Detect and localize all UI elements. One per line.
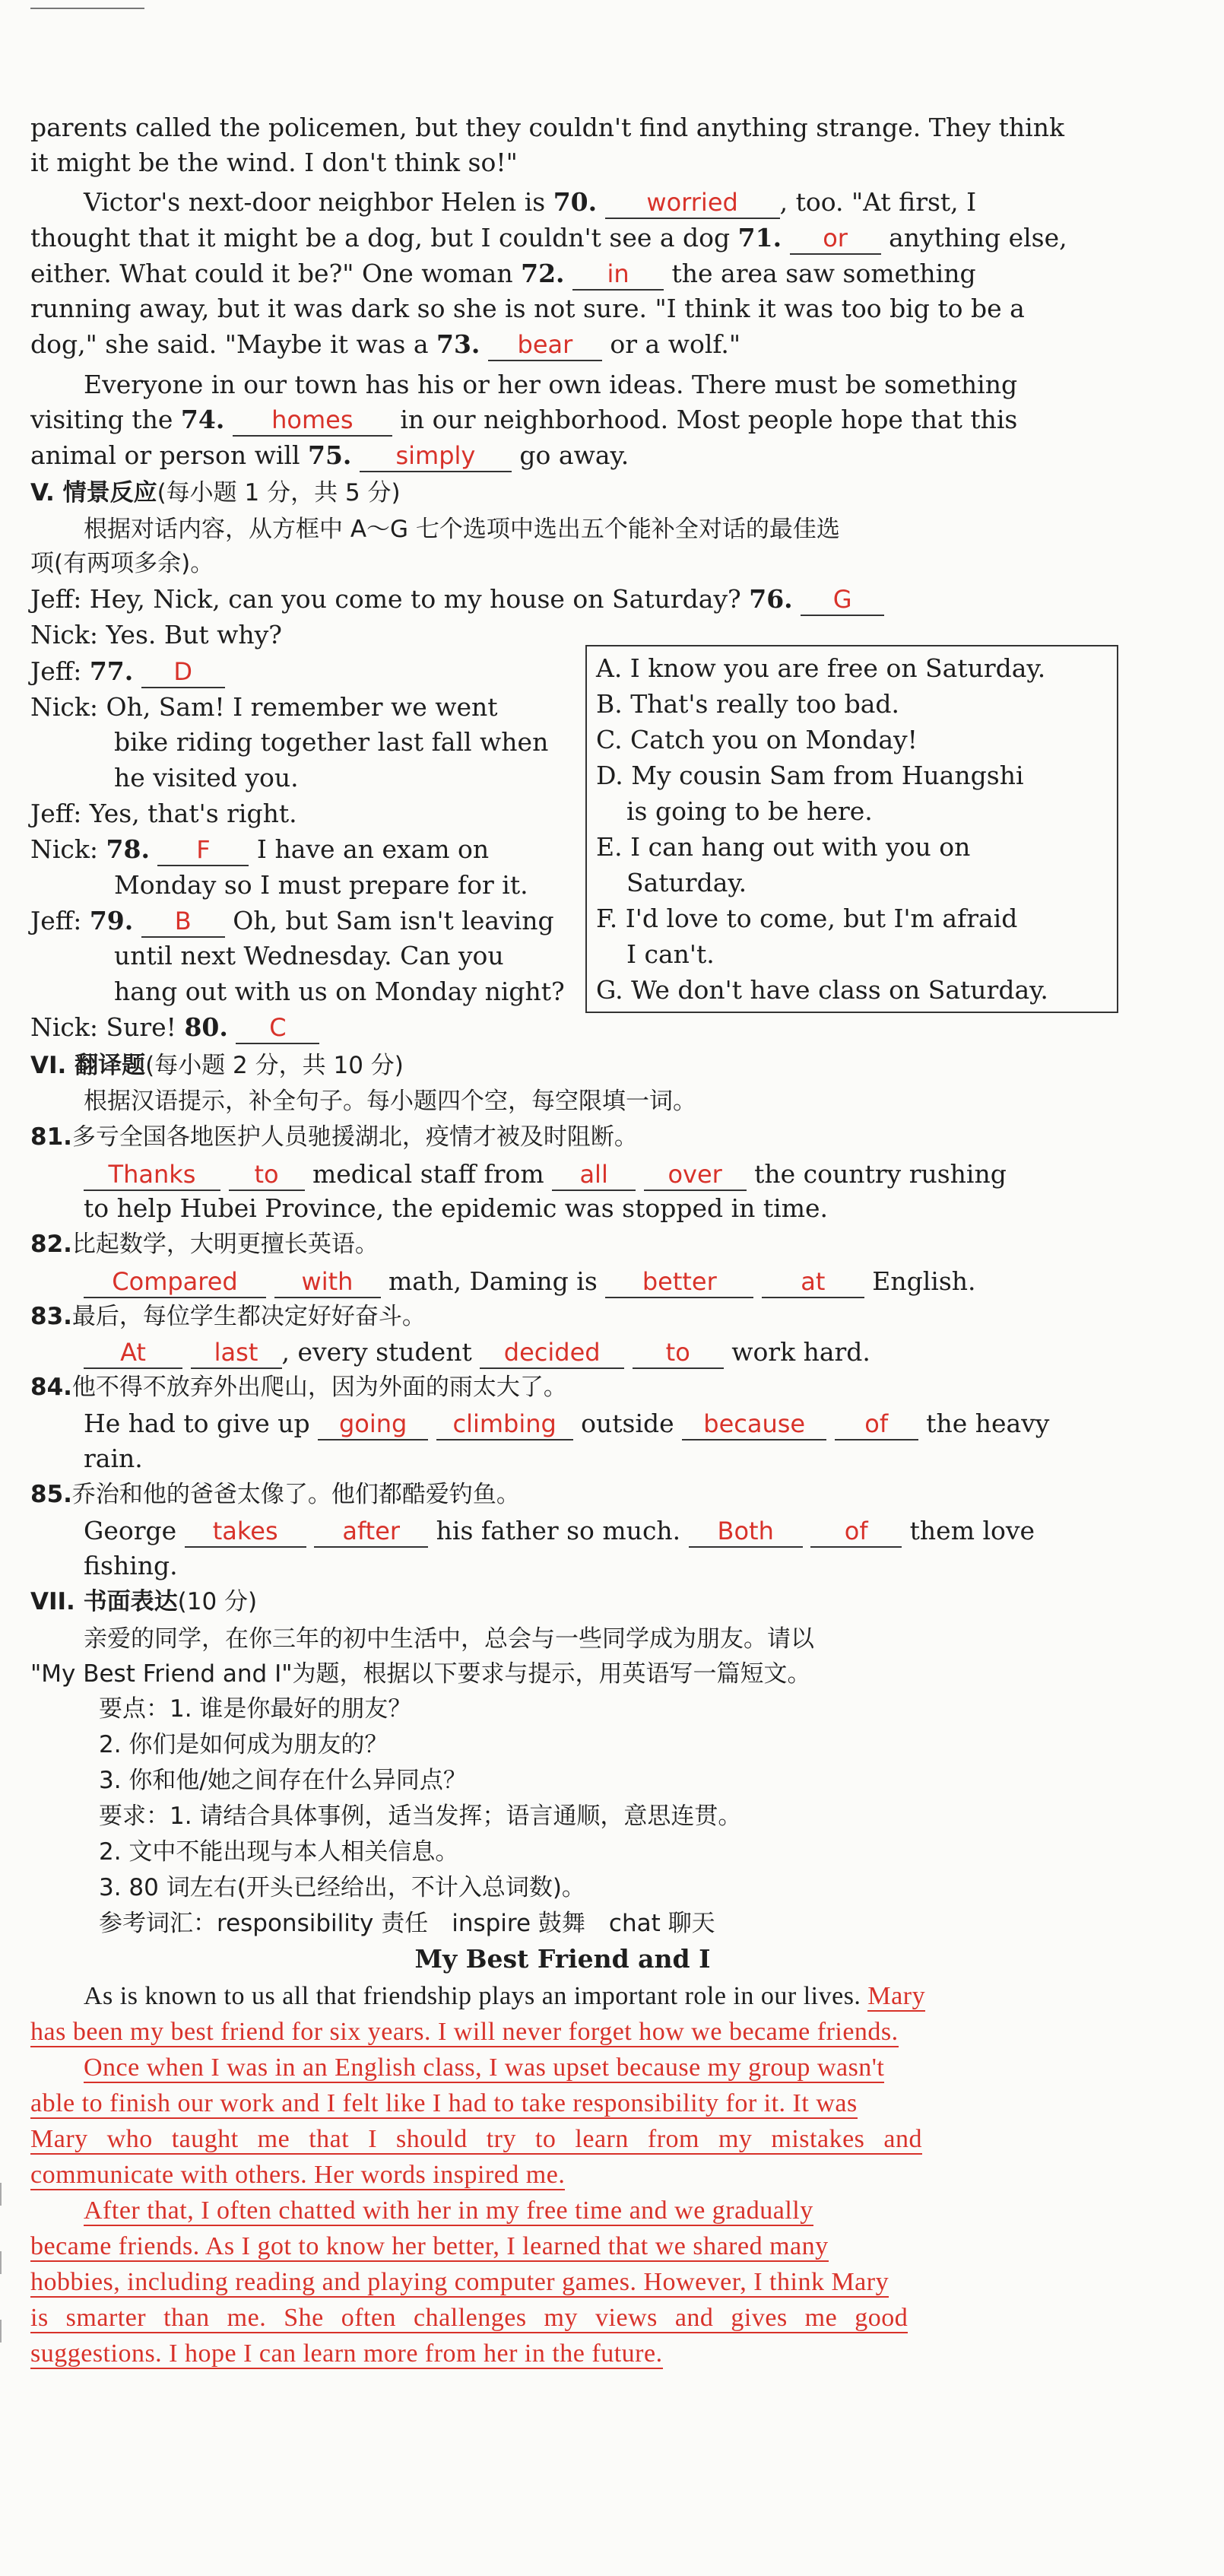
text: Victor's next-door neighbor Helen is xyxy=(84,187,553,217)
essay-line xyxy=(30,2193,813,2228)
passage-line xyxy=(30,438,629,473)
text: anything else, xyxy=(880,223,1067,253)
chinese-prompt: 多亏全国各地医护人员驰援湖北，疫情才被及时阻断。 xyxy=(71,1123,638,1151)
answer-85-2: after xyxy=(314,1516,428,1548)
text: them love xyxy=(902,1516,1035,1545)
answer-84-1: going xyxy=(318,1409,428,1440)
dialogue-line: Monday so I must prepare for it. xyxy=(114,870,528,900)
answer-74: homes xyxy=(233,405,392,437)
text: medical staff from xyxy=(304,1159,553,1189)
text: visiting the xyxy=(30,405,181,434)
question-number: 81. xyxy=(30,1123,72,1151)
text: the country rushing xyxy=(746,1159,1007,1189)
answer-83-2: last xyxy=(191,1337,282,1369)
option-c: C. Catch you on Monday! xyxy=(596,725,918,754)
essay-line xyxy=(30,2015,899,2050)
answer-72: in xyxy=(572,259,664,291)
essay-opening: As is known to us all that friendship plays an important role in our lives. xyxy=(84,1982,868,2010)
option-d: D. My cousin Sam from Huangshi xyxy=(596,761,1024,790)
option-f-cont: I can't. xyxy=(626,939,715,969)
chinese-prompt: 比起数学，大明更擅长英语。 xyxy=(71,1231,379,1258)
answer-77: D xyxy=(141,656,225,688)
answer-70: worried xyxy=(605,187,780,219)
answer-80: C xyxy=(236,1012,319,1044)
answer-81-1: Thanks xyxy=(84,1159,220,1191)
question-82-prompt xyxy=(30,1227,379,1262)
essay-line xyxy=(30,2301,908,2336)
question-number: 78. xyxy=(106,834,150,864)
text: Nick: Sure! xyxy=(30,1012,185,1042)
chinese-prompt: 他不得不放弃外出爬山，因为外面的雨太大了。 xyxy=(71,1374,567,1401)
passage-line xyxy=(30,327,740,362)
essay-title: My Best Friend and I xyxy=(414,1944,711,1974)
dialogue-line xyxy=(30,904,554,939)
answer-82-4: at xyxy=(762,1266,864,1298)
dialogue-line: bike riding together last fall when xyxy=(114,727,549,757)
instruction-line: 项(有两项多余)。 xyxy=(30,550,214,577)
essay-answer: communicate with others. Her words inspired me. xyxy=(30,2161,566,2189)
question-83-sentence xyxy=(84,1335,870,1370)
essay-answer: Mary who taught me that I should try to learn from my mistakes and xyxy=(30,2125,922,2153)
essay-answer: became friends. As I got to know her better, I learned that we shared many xyxy=(30,2232,829,2260)
answer-78: F xyxy=(157,834,249,866)
text: his father so much. xyxy=(428,1516,689,1545)
text: or a wolf." xyxy=(601,329,741,359)
question-number: 79. xyxy=(89,906,134,935)
question-85-sentence-cont: fishing. xyxy=(84,1551,178,1580)
answer-82-3: better xyxy=(605,1266,753,1298)
question-number: 84. xyxy=(30,1374,72,1401)
option-a: A. I know you are free on Saturday. xyxy=(596,653,1046,683)
text: , every student xyxy=(281,1337,480,1367)
question-83-prompt xyxy=(30,1299,426,1334)
answer-73: bear xyxy=(488,329,602,361)
essay-answer: suggestions. I hope I can learn more from her in the future. xyxy=(30,2339,663,2368)
requirement-1: 要求：1. 请结合具体事例，适当发挥；语言通顺，意思连贯。 xyxy=(99,1803,742,1830)
key-point-3: 3. 你和他/她之间存在什么异同点？ xyxy=(99,1767,467,1794)
question-number: 71. xyxy=(737,223,782,253)
text: either. What could it be?" One woman xyxy=(30,259,522,288)
dialogue-line xyxy=(30,1010,319,1045)
passage-line: parents called the policemen, but they couldn't find anything strange. They think xyxy=(30,113,1064,142)
question-number: 83. xyxy=(30,1303,72,1330)
essay-answer: Once when I was in an English class, I was upset because my group wasn't xyxy=(84,2053,885,2082)
text: He had to give up xyxy=(84,1409,319,1438)
passage-line xyxy=(30,256,976,291)
dialogue-line: he visited you. xyxy=(114,763,299,792)
essay-line xyxy=(30,2122,922,2157)
text: dog," she said. "Maybe it was a xyxy=(30,329,436,359)
answer-84-3: because xyxy=(682,1409,826,1440)
text: go away. xyxy=(511,440,629,470)
section-7-heading xyxy=(30,1584,257,1619)
text: George xyxy=(84,1516,185,1545)
essay-answer: After that, I often chatted with her in my free time and we gradually xyxy=(84,2196,813,2225)
option-b: B. That's really too bad. xyxy=(596,689,900,719)
chinese-prompt: 乔治和他的爸爸太像了。他们都酷爱钓鱼。 xyxy=(71,1481,520,1508)
option-g: G. We don't have class on Saturday. xyxy=(596,975,1048,1005)
instruction-line: 根据对话内容，从方框中 A～G 七个选项中选出五个能补全对话的最佳选 xyxy=(84,516,840,543)
passage-line: running away, but it was dark so she is not sure. "I think it was too big to be a xyxy=(30,294,1025,323)
passage-line xyxy=(30,185,976,220)
dialogue-line: hang out with us on Monday night? xyxy=(114,977,565,1006)
answer-81-2: to xyxy=(229,1159,305,1191)
key-point-2: 2. 你们是如何成为朋友的？ xyxy=(99,1731,388,1758)
question-number: 82. xyxy=(30,1231,72,1258)
essay-line xyxy=(30,2050,884,2085)
dialogue-line: until next Wednesday. Can you xyxy=(114,941,504,970)
answer-76: G xyxy=(801,584,884,616)
passage-line xyxy=(30,221,1067,256)
question-number: 70. xyxy=(553,187,598,217)
question-number: 80. xyxy=(184,1012,228,1042)
answer-81-4: over xyxy=(644,1159,747,1191)
answer-85-4: of xyxy=(810,1516,902,1548)
question-number: 76. xyxy=(749,584,793,614)
text: in our neighborhood. Most people hope that this xyxy=(392,405,1018,434)
passage-line: it might be the wind. I don't think so!" xyxy=(30,148,518,177)
essay-answer: has been my best friend for six years. I will never forget how we became friends. xyxy=(30,2018,899,2046)
question-number: 75. xyxy=(308,440,352,470)
text: animal or person will xyxy=(30,440,308,470)
section-5-heading xyxy=(30,475,401,510)
option-e-cont: Saturday. xyxy=(626,868,747,897)
answer-84-4: of xyxy=(835,1409,918,1440)
essay-line xyxy=(30,2265,889,2300)
binding-mark xyxy=(0,2183,6,2206)
essay-line xyxy=(30,2229,829,2264)
heading-text: V. 情景反应 xyxy=(30,479,157,507)
question-84-sentence-cont: rain. xyxy=(84,1444,143,1473)
question-81-sentence xyxy=(84,1157,1007,1192)
passage-line: Everyone in our town has his or her own ideas. There must be something xyxy=(84,370,1018,399)
instruction-line: 根据汉语提示，补全句子。每小题四个空，每空限填一词。 xyxy=(84,1088,696,1115)
top-rule xyxy=(30,8,144,9)
essay-line xyxy=(30,2086,858,2121)
question-number: 72. xyxy=(521,259,565,288)
instruction-line: 亲爱的同学，在你三年的初中生活中，总会与一些同学成为朋友。请以 xyxy=(84,1625,814,1653)
options-box xyxy=(585,645,1118,1013)
text: Jeff: xyxy=(30,906,90,935)
text: Nick: xyxy=(30,834,106,864)
question-84-sentence xyxy=(84,1406,1049,1441)
reference-vocabulary: 参考词汇：responsibility 责任 inspire 鼓舞 chat 聊天 xyxy=(99,1910,715,1937)
heading-note: (每小题 2 分，共 10 分) xyxy=(145,1052,404,1079)
answer-82-2: with xyxy=(274,1266,381,1298)
option-d-cont: is going to be here. xyxy=(626,796,873,826)
dialogue-line: Nick: Yes. But why? xyxy=(30,620,282,650)
essay-answer: Mary xyxy=(867,1982,926,2010)
text: the area saw something xyxy=(664,259,976,288)
answer-83-3: decided xyxy=(480,1337,624,1369)
essay-line xyxy=(30,1979,925,2014)
section-6-heading xyxy=(30,1048,404,1083)
passage-line xyxy=(30,402,1017,437)
answer-85-3: Both xyxy=(689,1516,803,1548)
question-85-prompt xyxy=(30,1477,520,1512)
dialogue-line: Nick: Oh, Sam! I remember we went xyxy=(30,692,498,722)
instruction-line: "My Best Friend and I"为题，根据以下要求与提示，用英语写一篇短文。 xyxy=(30,1660,811,1688)
text: , too. "At first, I xyxy=(779,187,977,217)
answer-83-1: At xyxy=(84,1337,182,1369)
question-82-sentence xyxy=(84,1264,976,1299)
text: Oh, but Sam isn't leaving xyxy=(224,906,554,935)
dialogue-line xyxy=(30,832,489,867)
answer-84-2: climbing xyxy=(436,1409,573,1440)
heading-note: (10 分) xyxy=(177,1588,258,1615)
heading-note: (每小题 1 分，共 5 分) xyxy=(157,479,401,507)
text: thought that it might be a dog, but I couldn't see a dog xyxy=(30,223,738,253)
text: Jeff: Hey, Nick, can you come to my house on Saturday? xyxy=(30,584,750,614)
question-number: 85. xyxy=(30,1481,72,1508)
answer-79: B xyxy=(141,906,225,938)
text: I have an exam on xyxy=(249,834,490,864)
question-number: 77. xyxy=(89,656,134,686)
answer-85-1: takes xyxy=(185,1516,306,1548)
answer-83-4: to xyxy=(633,1337,724,1369)
dialogue-line xyxy=(30,582,884,617)
requirement-2: 2. 文中不能出现与本人相关信息。 xyxy=(99,1838,459,1866)
question-84-prompt xyxy=(30,1370,567,1405)
question-81-prompt xyxy=(30,1120,638,1155)
heading-text: VII. 书面表达 xyxy=(30,1588,178,1615)
question-number: 74. xyxy=(180,405,225,434)
answer-81-3: all xyxy=(552,1159,636,1191)
text: Jeff: xyxy=(30,656,90,686)
essay-answer: hobbies, including reading and playing computer games. However, I think Mary xyxy=(30,2268,889,2296)
answer-75: simply xyxy=(360,440,512,472)
text: math, Daming is xyxy=(380,1266,606,1296)
text: English. xyxy=(864,1266,976,1296)
essay-answer: is smarter than me. She often challenges my views and gives me good xyxy=(30,2304,908,2332)
dialogue-line: Jeff: Yes, that's right. xyxy=(30,799,297,828)
key-point-1: 要点：1. 谁是你最好的朋友？ xyxy=(99,1695,412,1723)
text: the heavy xyxy=(918,1409,1050,1438)
essay-answer: able to finish our work and I felt like I had to take responsibility for it. It was xyxy=(30,2089,858,2117)
essay-line xyxy=(30,2158,565,2193)
option-f: F. I'd love to come, but I'm afraid xyxy=(596,904,1018,933)
answer-71: or xyxy=(790,223,881,255)
question-85-sentence xyxy=(84,1514,1035,1548)
binding-mark xyxy=(0,2251,6,2274)
requirement-3: 3. 80 词左右(开头已经给出，不计入总词数)。 xyxy=(99,1874,585,1901)
heading-text: VI. 翻译题 xyxy=(30,1052,146,1079)
dialogue-line xyxy=(30,654,225,689)
option-e: E. I can hang out with you on xyxy=(596,832,971,862)
text: outside xyxy=(572,1409,683,1438)
text: work hard. xyxy=(723,1337,870,1367)
question-number: 73. xyxy=(436,329,480,359)
answer-82-1: Compared xyxy=(84,1266,266,1298)
binding-mark xyxy=(0,2320,6,2343)
essay-line xyxy=(30,2336,663,2371)
question-81-sentence-cont: to help Hubei Province, the epidemic was stopped in time. xyxy=(84,1193,829,1223)
chinese-prompt: 最后，每位学生都决定好好奋斗。 xyxy=(71,1303,426,1330)
